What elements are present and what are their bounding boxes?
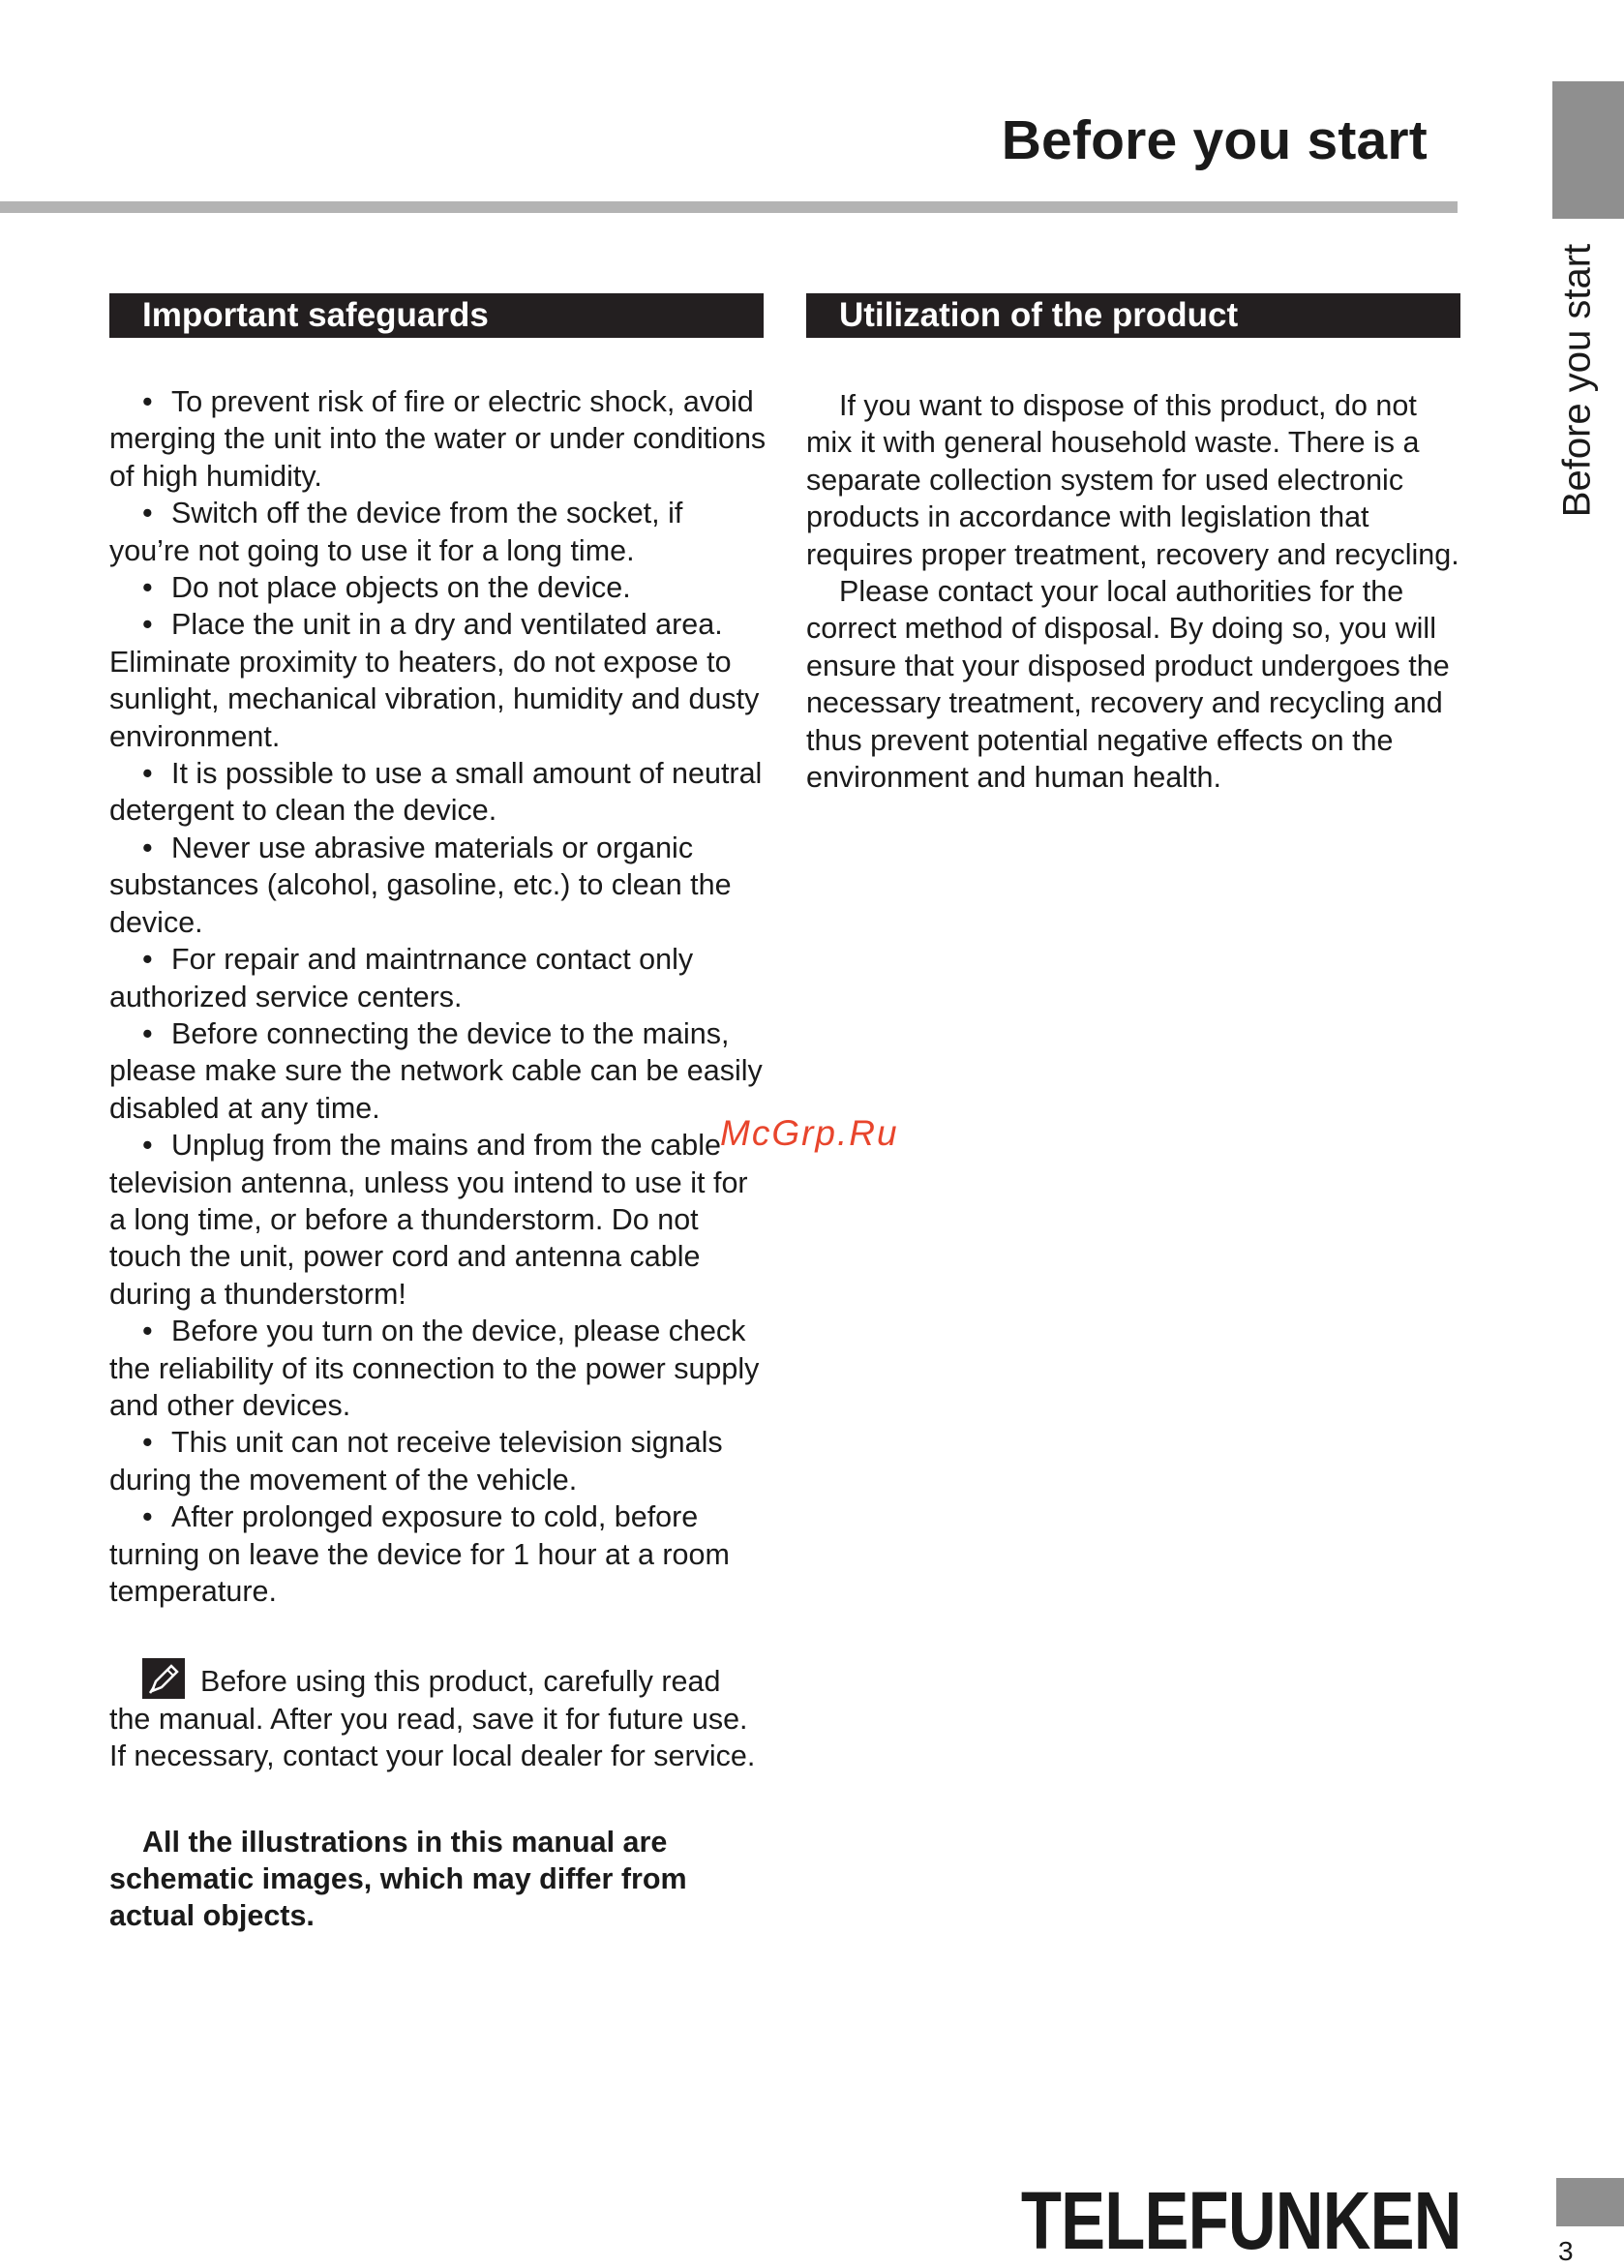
safeguards-column bbox=[109, 383, 767, 1935]
utilization-paragraph: Please contact your local authorities for the correct method of disposal. By doing so, you will ensure that your disposed product undergoes the necessary treatment, recovery and recycling and thus prevent potential negative effects on the environment and human health. bbox=[806, 575, 1450, 795]
page-tab-marker bbox=[1556, 2178, 1624, 2226]
safeguard-item: • Do not place objects on the device. bbox=[109, 569, 767, 606]
utilization-heading: Utilization of the product bbox=[806, 293, 1460, 338]
utilization-paragraph: If you want to dispose of this product, do not mix it with general household waste. There is a separate collection system for used electronic products in accordance with legislation that requires proper treatment, recovery and recycling. bbox=[806, 389, 1459, 571]
manual-note-text: Before using this product, carefully read the manual. After you read, save it for future use. If necessary, contact your local dealer for service. bbox=[109, 1665, 756, 1773]
safeguard-item: • Unplug from the mains and from the cable television antenna, unless you intend to use it for a long time, or before a thunderstorm. Do not touch the unit, power cord and antenna cable during a thunderstorm! bbox=[109, 1127, 767, 1313]
safeguard-item: • Never use abrasive materials or organic substances (alcohol, gasoline, etc.) to clean the device. bbox=[109, 830, 767, 941]
manual-note bbox=[109, 1658, 767, 1774]
safeguard-item: • Before you turn on the device, please check the reliability of its connection to the power supply and other devices. bbox=[109, 1313, 767, 1424]
safeguards-heading: Important safeguards bbox=[109, 293, 764, 338]
page-number: 3 bbox=[1558, 2236, 1574, 2266]
side-section-label bbox=[1539, 240, 1616, 521]
utilization-column bbox=[806, 387, 1464, 796]
title-divider bbox=[0, 201, 1458, 213]
pencil-note-icon bbox=[142, 1658, 185, 1699]
safeguard-item: • After prolonged exposure to cold, before turning on leave the device for 1 hour at a room temperature. bbox=[109, 1498, 767, 1610]
brand-logo: TELEFUNKEN bbox=[1021, 2175, 1461, 2266]
illustrations-note: All the illustrations in this manual are schematic images, which may differ from actual objects. bbox=[109, 1825, 687, 1933]
safeguard-item: • Switch off the device from the socket, if you’re not going to use it for a long time. bbox=[109, 495, 767, 569]
watermark: McGrp.Ru bbox=[720, 1113, 899, 1153]
side-tab-marker bbox=[1552, 81, 1624, 219]
safeguard-item: • For repair and maintrnance contact only authorized service centers. bbox=[109, 941, 767, 1015]
safeguard-item: • It is possible to use a small amount of neutral detergent to clean the device. bbox=[109, 755, 767, 830]
side-section-label-text: Before you start bbox=[1555, 243, 1599, 518]
safeguard-item: • Place the unit in a dry and ventilated area. Eliminate proximity to heaters, do not expose to sunlight, mechanical vibration, humidity and dusty environment. bbox=[109, 606, 767, 755]
page-title: Before you start bbox=[1001, 109, 1428, 171]
safeguard-item: • Before connecting the device to the mains, please make sure the network cable can be easily disabled at any time. bbox=[109, 1015, 767, 1127]
safeguard-item: • This unit can not receive television signals during the movement of the vehicle. bbox=[109, 1424, 767, 1498]
safeguard-item: • To prevent risk of fire or electric shock, avoid merging the unit into the water or under conditions of high humidity. bbox=[109, 383, 767, 495]
